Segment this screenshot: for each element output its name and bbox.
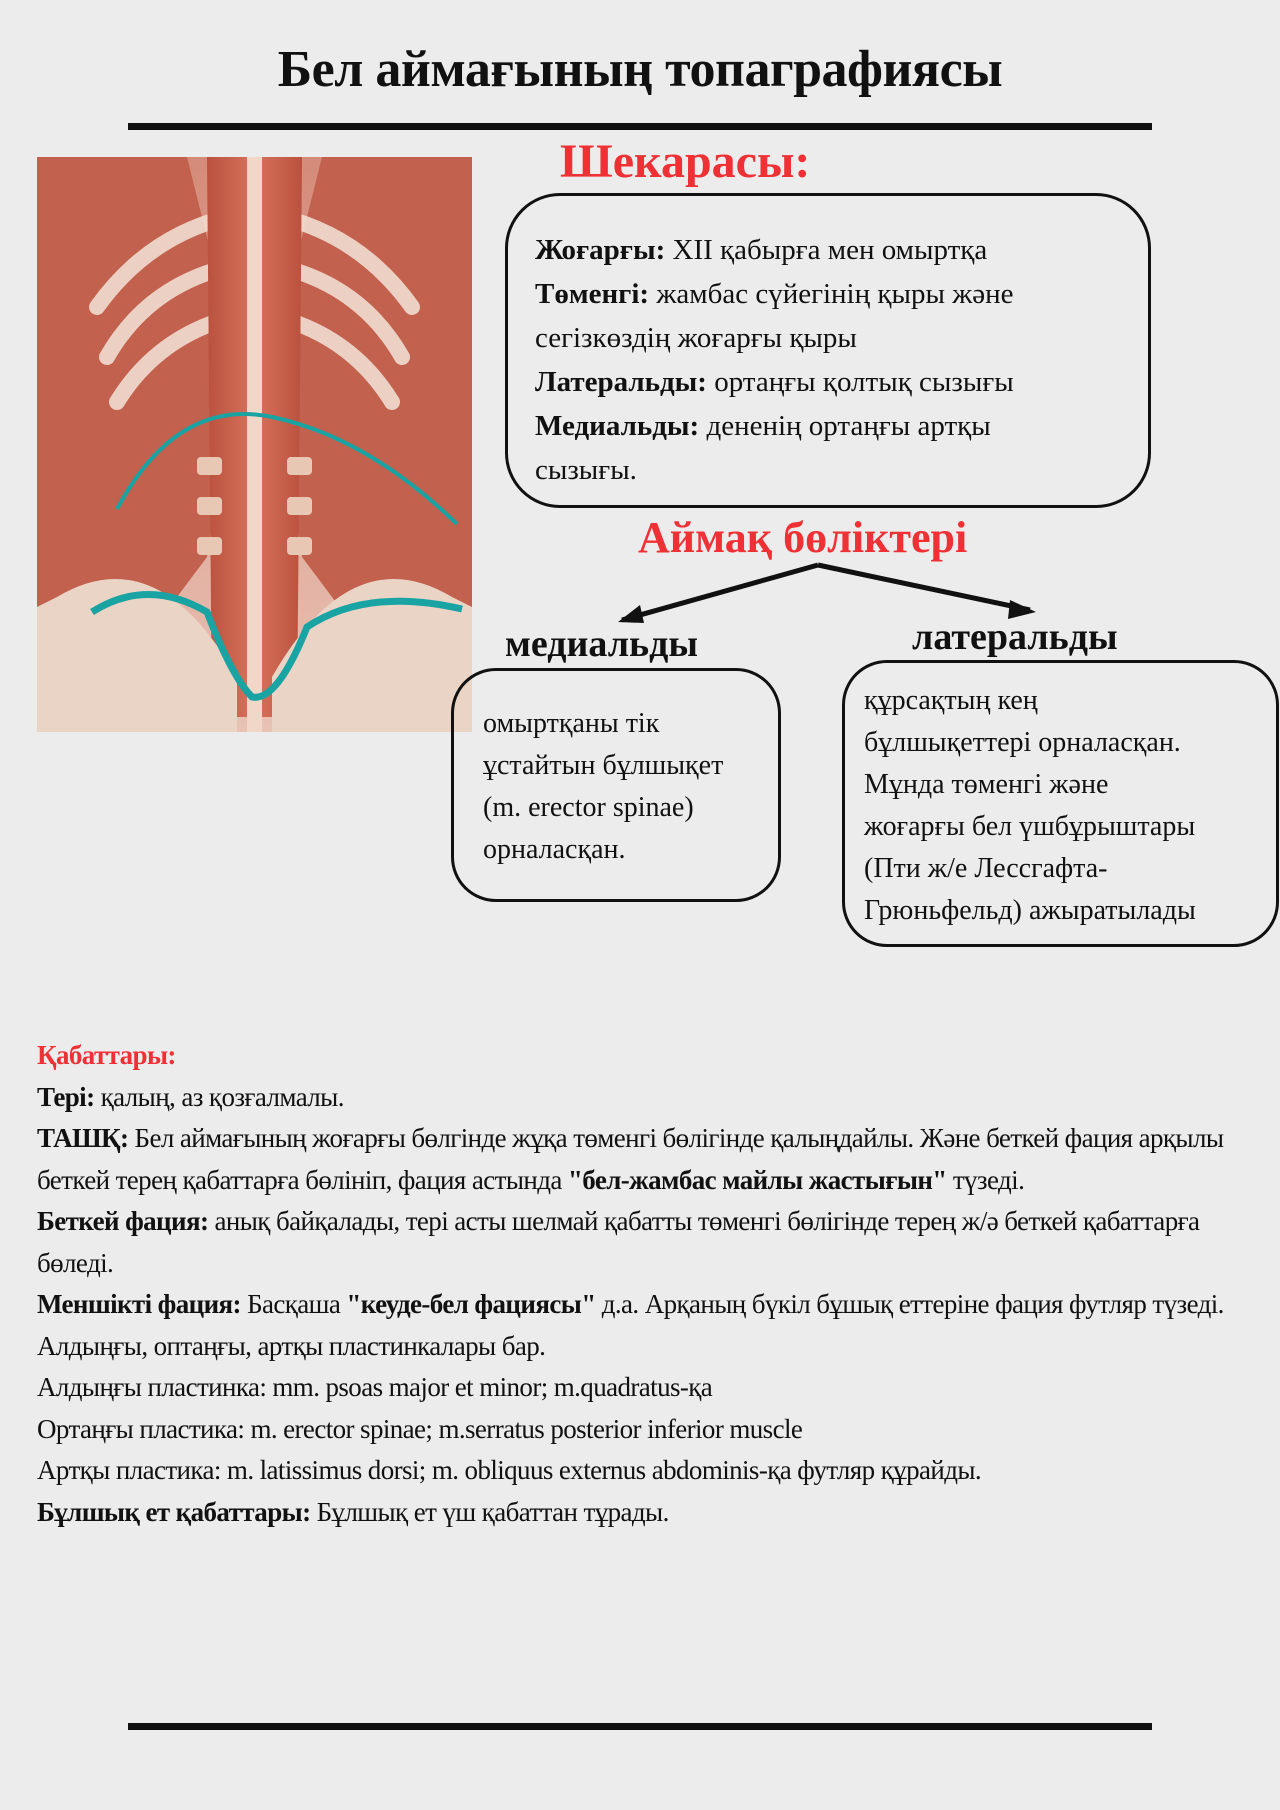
back-muscles-image: [37, 157, 472, 732]
top-rule: [128, 123, 1152, 130]
layer-skin: Тері: қалың, аз қозғалмалы.: [37, 1081, 344, 1112]
anterior-plate: Алдыңғы пластинка: mm. psoas major et minor; m.quadratus-қа: [37, 1372, 713, 1402]
layer-proper-fascia: Меншікті фация: Басқаша "кеуде-бел фациясы" д.а. Арқаның бүкіл бұшық еттеріне фация футляр түзеді. Алдыңғы, оптаңғы, артқы пластинкалары бар.: [37, 1289, 1224, 1361]
medial-line: (m. erector spinae): [483, 792, 694, 823]
layer-superficial-fascia: Беткей фация: анық байқалады, тері асты шелмай қабатты төменгі бөлігінде терең ж/ә беткей қабаттарға бөледі.: [37, 1206, 1200, 1278]
medial-heading: медиальды: [505, 623, 699, 665]
border-line-lateral: Латеральды: ортаңғы қолтық сызығы: [535, 366, 1014, 398]
border-line-upper: Жоғарғы: XII қабырға мен омыртқа: [535, 234, 988, 266]
medial-line: ұстайтын бұлшықет: [483, 750, 724, 781]
lateral-line: (Пти ж/е Лессгафта-: [864, 853, 1108, 884]
posterior-plate: Артқы пластика: m. latissimus dorsi; m. obliquus externus abdominis-қа футляр құрайды.: [37, 1455, 982, 1485]
border-line-medial: Медиальды: дененің ортаңғы артқы: [535, 410, 991, 442]
borders-box: [505, 193, 1151, 508]
regions-heading: Аймақ бөліктері: [638, 513, 968, 562]
border-line-medial-cont: сызығы.: [535, 454, 637, 486]
borders-heading: Шекарасы:: [560, 135, 811, 188]
layers-heading: Қабаттары:: [37, 1040, 176, 1070]
layer-subcutaneous: ТАШҚ: Бел аймағының жоғарғы бөлгінде жұқа төменгі бөлігінде қалыңдайлы. Және беткей фация арқылы беткей терең қабаттарға бөлініп, фация астында "бел-жамбас майлы жастығын" түзеді.: [37, 1123, 1224, 1195]
layer-muscles: Бұлшық ет қабаттары: Бұлшық ет үш қабаттан тұрады.: [37, 1496, 669, 1527]
lateral-line: Мұнда төменгі және: [864, 769, 1109, 800]
lateral-heading: латеральды: [912, 616, 1118, 658]
bottom-rule: [128, 1723, 1152, 1730]
medial-line: омыртқаны тік: [483, 708, 660, 739]
middle-plate: Ортаңғы пластика: m. erector spinae; m.serratus posterior inferior muscle: [37, 1413, 803, 1444]
lateral-box: [842, 660, 1279, 947]
lateral-line: жоғарғы бел үшбұрыштары: [864, 811, 1196, 842]
lateral-line: бұлшықеттері орналасқан.: [864, 727, 1181, 758]
border-line-lower-cont: сегізкөздің жоғарғы қыры: [535, 322, 857, 354]
medial-line: орналасқан.: [483, 834, 626, 865]
layers-section: [37, 1035, 1247, 1533]
page-title: Бел аймағының топаграфиясы: [277, 41, 1003, 98]
lateral-line: құрсақтың кең: [864, 685, 1038, 716]
lateral-line: Грюньфельд) ажыратылады: [864, 895, 1196, 926]
medial-box: [451, 668, 781, 902]
border-line-lower: Төменгі: жамбас сүйегінің қыры және: [535, 278, 1014, 310]
